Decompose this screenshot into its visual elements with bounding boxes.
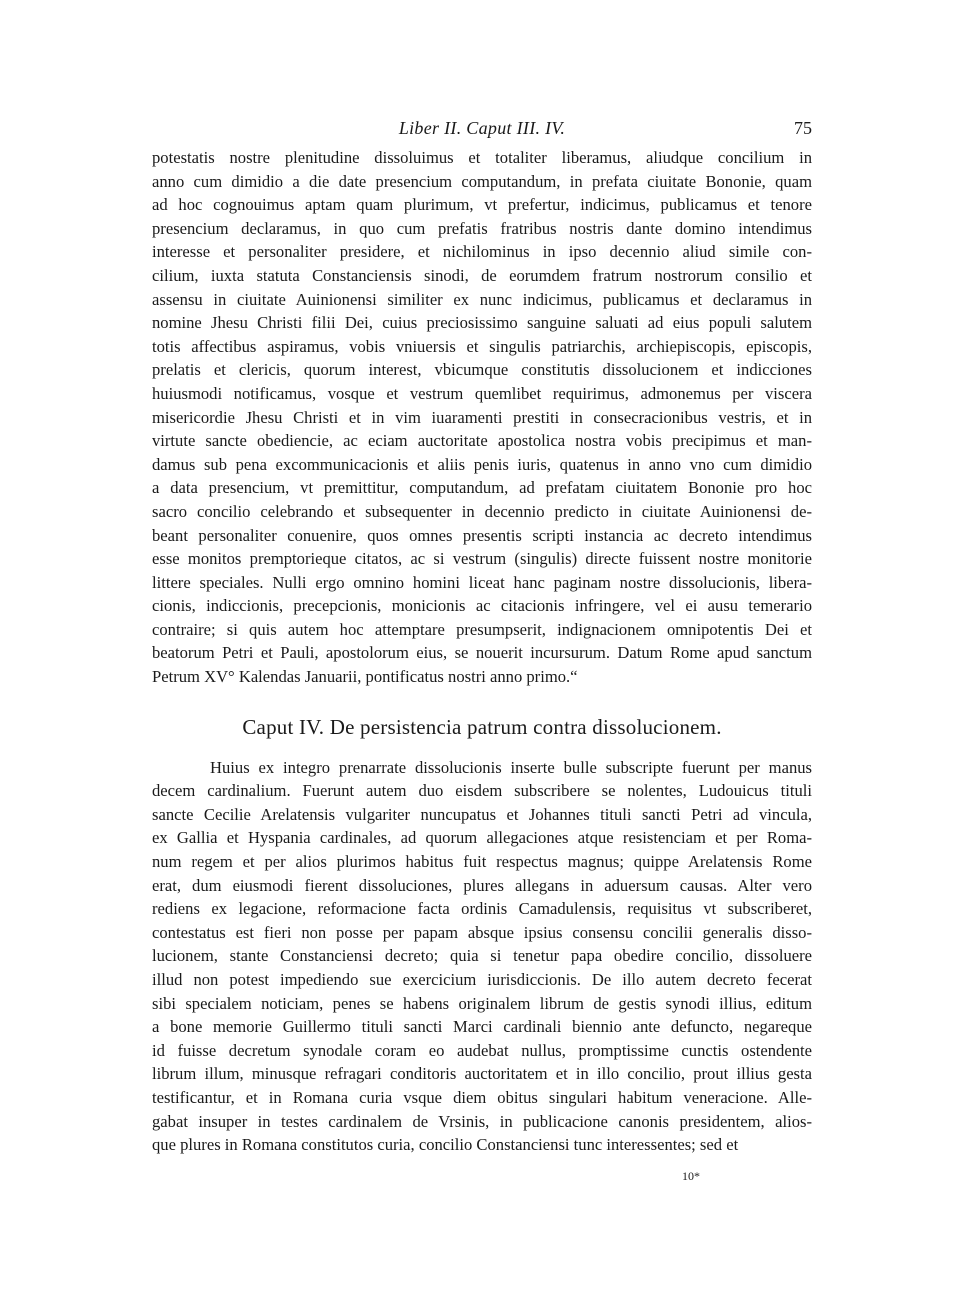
- text-line: testificantur, et in Romana curia vsque diem obitus singulari habitum veneracione. Alle-: [152, 1087, 812, 1107]
- running-header: [152, 118, 812, 146]
- text-line: que plures in Romana constitutos curia, concilio Constanciensi tunc interessentes; sed et: [152, 1135, 739, 1155]
- text-line: nomine Jhesu Christi filii Dei, cuius preciosissimo sanguine saluati ad eius populi salutem: [152, 313, 812, 333]
- text-line: contestatus est fieri non posse per papam absque ipsius consensu concilii generalis disso-: [152, 922, 812, 942]
- text-line: cionis, indiccionis, precepcionis, monicionis ac citacionis infringere, vel ei ausu temerario: [152, 596, 812, 616]
- text-line: ad hoc cognouimus aptam quam plurimum, vt prefertur, indicimus, publicamus et tenore: [152, 195, 812, 215]
- text-line: illud non potest impediendo sue exercicium iurisdiccionis. De illo autem decreto fecerat: [152, 970, 812, 989]
- text-line: ex Gallia et Hyspania cardinales, ad quorum allegaciones atque resistenciam et per Roma-: [152, 828, 812, 848]
- paragraph-chapter-iv: [152, 756, 812, 1157]
- text-line: num regem et per alios plurimos habitus fuit respectus magnus; quippe Arelatensis Rome: [152, 852, 812, 872]
- text-line: huiusmodi notificamus, vosque et vestrum quemlibet requirimus, admonemus per viscera: [152, 383, 812, 403]
- text-line: anno cum dimidio a die date presencium computandum, in prefata ciuitate Bononie, quam: [152, 171, 812, 191]
- text-line: sibi specialem noticiam, penes se habens originalem librum de gestis synodi illius, editum: [152, 993, 812, 1013]
- text-line: contraire; si quis autem hoc attemptare presumpserit, indignacionem omnipotentis Dei et: [152, 619, 812, 639]
- text-line: erat, dum eiusmodi fierent dissoluciones, plures allegans in aduersum causas. Alter vero: [152, 875, 812, 895]
- signature-mark: 10*: [682, 1168, 700, 1183]
- text-line: totis affectibus aspiramus, vobis vniuersis et singulis patriarchis, archiepiscopis, episcopis,: [152, 336, 812, 356]
- text-line: damus sub pena excommunicacionis et aliis penis iuris, quatenus in anno vno cum dimidio: [152, 454, 812, 474]
- text-line: littere speciales. Nulli ergo omnino homini liceat hanc paginam nostre dissolucionis, libera-: [152, 572, 812, 592]
- text-line: virtute sancte obediencie, ac eciam auctoritate apostolica nostra vobis precipimus et man-: [152, 431, 812, 451]
- text-line: potestatis nostre plenitudine dissoluimus et totaliter liberamus, aliudque concilium in: [152, 148, 812, 167]
- running-title: Liber II. Caput III. IV.: [398, 118, 566, 138]
- paragraph-continuation: [152, 146, 812, 689]
- text-line: id fuisse decretum synodale coram eo audebat nullus, promptissime cunctis ostendente: [152, 1040, 812, 1060]
- text-line: rediens ex legacione, reformacione facta ordinis Camadulensis, requisitus vt subscriberet,: [152, 899, 812, 919]
- text-line: sacro concilio celebrando et subsequenter in decennio predicto in ciuitate Auinionensi de-: [152, 501, 812, 521]
- text-line: gabat insuper in testes cardinalem de Vrsinis, in publicacione canonis presidentem, alios-: [152, 1111, 812, 1131]
- text-line: presencium declaramus, in quo cum prefatis fratribus nostris dante domino intendimus: [152, 218, 812, 238]
- text-line: esse monitos premptorieque citatos, ac si vestrum (singulis) directe fuissent nostre monitorie: [152, 549, 812, 569]
- text-line: lucionem, stante Constanciensi decreto; quia si tenetur papa obedire concilio, dissoluere: [152, 946, 812, 966]
- text-line: Petrum XV° Kalendas Januarii, pontificatus nostri anno primo.“: [152, 667, 578, 687]
- page-number: 75: [794, 118, 812, 138]
- text-line: prelatis et clericis, quorum interest, vbicumque constitutis dissolucionem et indicciones: [152, 360, 812, 380]
- text-line: librum illum, minusque refragari conditoris auctoritatem et in illo concilio, prout illius gesta: [152, 1064, 812, 1084]
- text-line: sancte Cecilie Arelatensis vulgariter nuncupatus et Johannes tituli sancti Petri ad vincula,: [152, 804, 812, 824]
- text-line: cilium, iuxta statuta Constanciensis sinodi, de eorumdem fratrum nostrorum consilio et: [152, 265, 812, 285]
- text-line: beatorum Petri et Pauli, apostolorum eius, se nouerit incursurum. Datum Rome apud sanctum: [152, 643, 812, 663]
- chapter-heading: Caput IV. De persistencia patrum contra dissolucionem.: [242, 714, 722, 739]
- text-line: assensu in ciuitate Auinionensi similiter ex nunc indicimus, publicamus et declaramus in: [152, 289, 812, 309]
- text-line: a data presencium, vt premittitur, computandum, ad prefatam ciuitatem Bononie pro hoc: [152, 478, 812, 498]
- text-line: misericordie Jhesu Christi et in vim iuaramenti prestiti in consecracionibus vestris, et in: [152, 407, 812, 427]
- text-line: interesse et personaliter presidere, et nichilominus in ipso decennio aliud simile con-: [152, 242, 812, 262]
- text-line: beant personaliter conuenire, quos omnes presentis scripti instancia ac decreto intendimus: [152, 525, 812, 545]
- text-line: a bone memorie Guillermo tituli sancti Marci cardinali biennio ante defuncto, negareque: [152, 1017, 812, 1037]
- text-line: Huius ex integro prenarrate dissolucionis inserte bulle subscripte fuerunt per manus: [210, 757, 812, 777]
- text-line: decem cardinalium. Fuerunt autem duo eisdem subscribere se nolentes, Ludouicus tituli: [152, 781, 812, 801]
- page: [152, 118, 812, 1184]
